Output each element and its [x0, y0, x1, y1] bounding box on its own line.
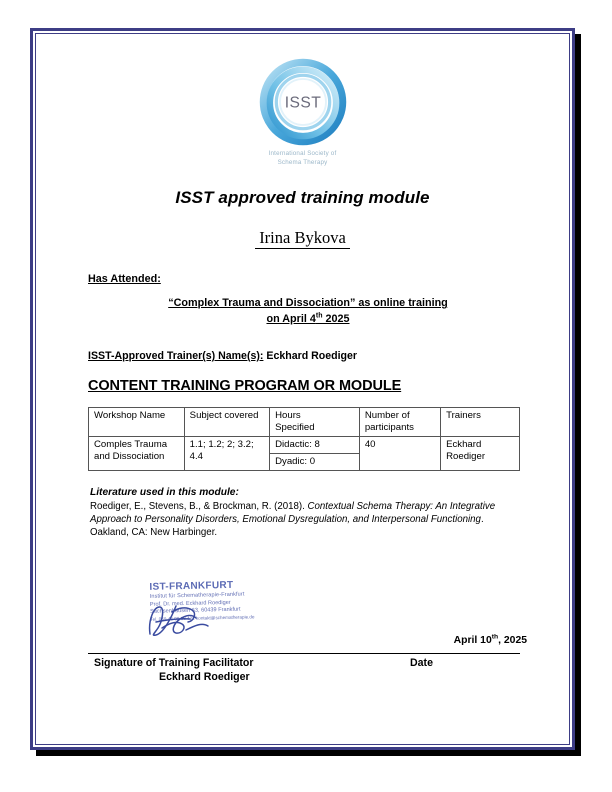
attended-course-title: “Complex Trauma and Dissociation” as online training	[168, 297, 448, 309]
attended-date	[88, 311, 528, 327]
handwritten-signature	[142, 594, 252, 640]
stamp-line1: Institut für Schematherapie-Frankfurt	[149, 591, 245, 600]
cell-participants: 40	[359, 437, 440, 471]
stamp-line3: Sachsenhausen 63, 60439 Frankfurt	[149, 606, 241, 615]
attended-date-year: 2025	[322, 313, 350, 325]
attendance-block	[88, 273, 528, 327]
citation-publisher: . Oakland, CA: New Harbinger.	[90, 514, 484, 539]
logo-caption-line1: International Society of	[268, 150, 337, 157]
table-row	[89, 437, 520, 471]
attended-date-ordinal: th	[315, 312, 323, 320]
literature-heading: Literature used in this module:	[90, 487, 239, 498]
hours-header-line1: Hours	[275, 410, 301, 421]
table-header-row	[89, 408, 520, 437]
literature-citation	[90, 500, 520, 540]
trainer-line	[88, 350, 357, 362]
facilitator-name: Eckhard Roediger	[159, 671, 250, 683]
signing-date	[454, 635, 527, 646]
isst-logo-icon	[257, 56, 349, 148]
hours-subtable	[270, 437, 359, 470]
table-header-workshop-name: Workshop Name	[89, 408, 185, 437]
certificate-content	[30, 28, 575, 750]
signing-date-prefix: April 10	[453, 635, 492, 646]
trainer-label: ISST-Approved Trainer(s) Name(s):	[88, 350, 264, 362]
signing-date-ordinal: th	[491, 633, 499, 641]
isst-logo-caption	[30, 149, 575, 167]
stamp-line2: Prof. Dr. med. Eckhard Roediger	[149, 599, 231, 608]
recipient-name-text: Irina Bykova	[255, 228, 350, 249]
hours-header-line2: Specified	[275, 422, 315, 433]
page-title: ISST approved training module	[175, 188, 430, 207]
signature-label: Signature of Training Facilitator	[94, 657, 254, 669]
table-header-hours-specified	[270, 408, 360, 437]
participants-header-line1: Number of	[364, 410, 410, 421]
cell-workshop-name: Comples Trauma and Dissociation	[89, 437, 185, 471]
cell-trainers: Eckhard Roediger	[441, 437, 520, 471]
table-header-trainers: Trainers	[441, 408, 520, 437]
attended-date-prefix: on April 4	[266, 313, 316, 325]
signing-date-year: , 2025	[498, 635, 527, 646]
cell-hours-didactic: Didactic: 8	[270, 437, 359, 454]
trainer-name: Eckhard Roediger	[263, 350, 358, 362]
signature-rule	[88, 653, 520, 654]
cell-subject-covered: 1.1; 1.2; 2; 3.2; 4.4	[184, 437, 269, 471]
isst-logo-text: ISST	[284, 94, 321, 112]
logo-caption-line2: Schema Therapy	[277, 159, 328, 166]
date-label: Date	[410, 657, 433, 669]
table-header-participants	[359, 408, 440, 437]
participants-header-line2: participants	[364, 422, 414, 433]
table-header-subject-covered: Subject covered	[184, 408, 269, 437]
attended-label: Has Attended:	[88, 273, 161, 285]
isst-logo	[30, 56, 575, 167]
content-training-table	[88, 407, 520, 471]
literature-block	[90, 487, 520, 540]
cell-hours-dyadic: Dyadic: 0	[275, 456, 316, 467]
citation-authors-year: Roediger, E., Stevens, B., & Brockman, R. (2018).	[90, 501, 308, 512]
citation-book-title: Contextual Schema Therapy: An Integrative Approach to Personality Disorders, Emotional Dysregulation, and Interpersonal Functioning	[90, 501, 496, 526]
cell-hours-specified	[270, 437, 360, 471]
stamp-title: IST-FRANKFURT	[149, 579, 234, 593]
stamp-line4: Tel. 069-45 00 88 421 kontakt@schematherapie.de	[150, 613, 255, 622]
recipient-name	[30, 228, 575, 248]
program-heading: CONTENT TRAINING PROGRAM OR MODULE	[88, 378, 402, 394]
